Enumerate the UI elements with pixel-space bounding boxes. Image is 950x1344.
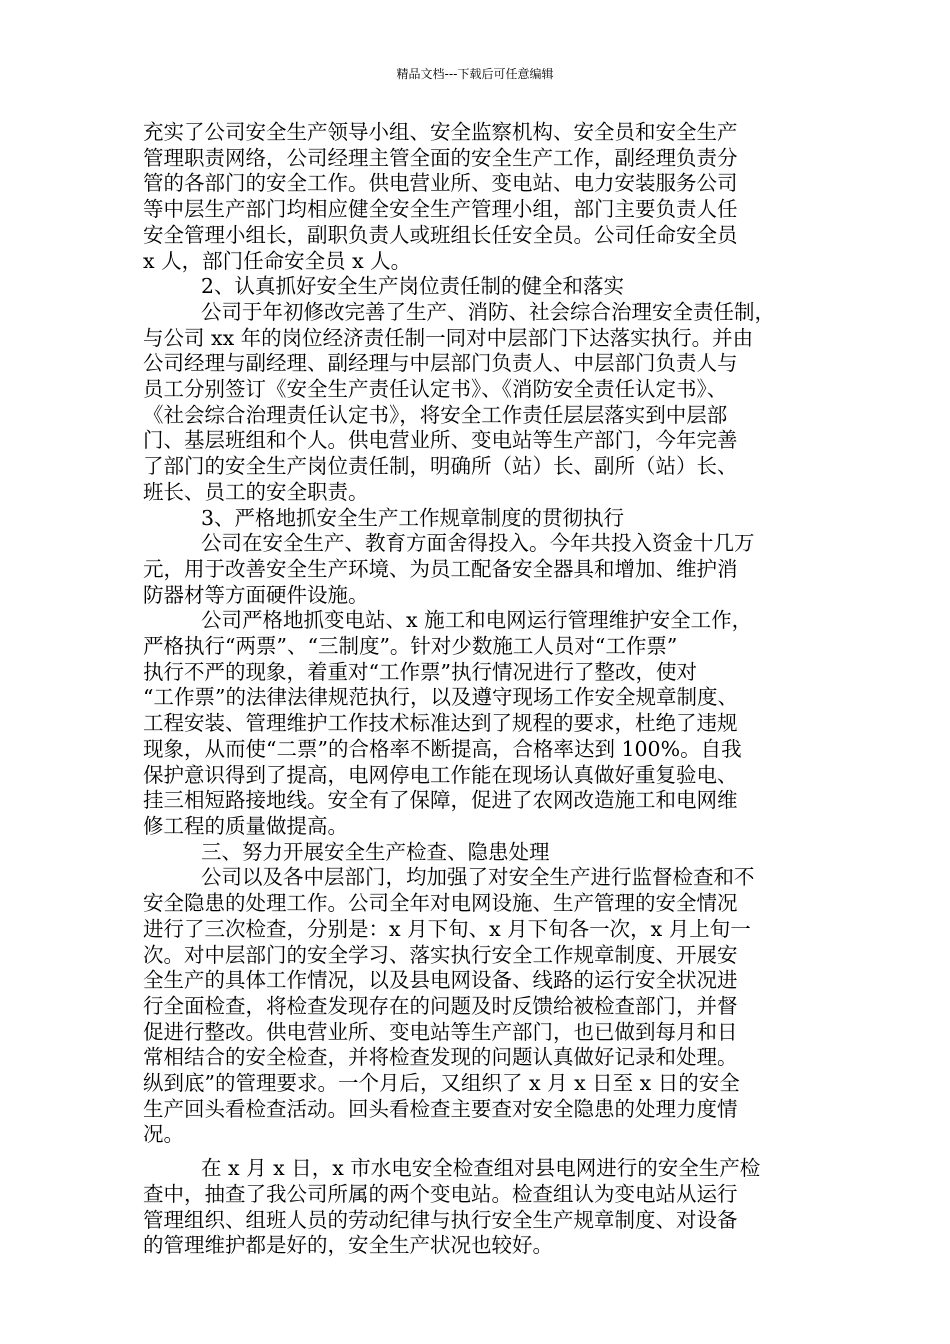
text-line: 工程安装、管理维护工作技术标准达到了规程的要求，杜绝了违规 [143,711,738,736]
text-line: 严格执行“两票”、“三制度”。针对少数施工人员对“工作票” [143,634,678,659]
text-line: 管理职责网络，公司经理主管全面的安全生产工作，副经理负责分 [143,145,738,170]
text-line: 促进行整改。供电营业所、变电站等生产部门，也已做到每月和日 [143,1019,738,1044]
text-line: 与公司 xx 年的岗位经济责任制一同对中层部门下达落实执行。并由 [143,325,754,350]
text-line: 挂三相短路接地线。安全有了保障，促进了农网改造施工和电网维 [143,788,738,813]
paragraph-work-tickets [143,608,811,839]
text-line: 公司经理与副经理、副经理与中层部门负责人、中层部门负责人与 [143,351,738,376]
text-line: 班长、员工的安全职责。 [143,479,369,504]
text-line: 《社会综合治理责任认定书》，将安全工作责任层层落实到中层部 [143,402,728,427]
text-line: 纵到底”的管理要求。一个月后，又组织了 x 月 x 日至 x 日的安全 [143,1071,740,1096]
text-line: 防器材等方面硬件设施。 [143,582,369,607]
heading-line: 三、努力开展安全生产检查、隐患处理 [201,839,550,864]
text-line: 在 x 月 x 日，x 市水电安全检查组对县电网进行的安全生产检 [201,1156,761,1181]
section-heading-3 [143,506,811,532]
text-line: 次。对中层部门的安全学习、落实执行安全工作规章制度、开展安 [143,942,738,967]
paragraph-gap [143,1148,811,1156]
text-line: 公司以及各中层部门，均加强了对安全生产进行监督检查和不 [201,865,755,890]
text-line: 元，用于改善安全生产环境、为员工配备安全器具和增加、维护消 [143,556,738,581]
page-header: 精品文档---下载后可任意编辑 [396,67,554,81]
text-line: 门、基层班组和个人。供电营业所、变电站等生产部门，今年完善 [143,428,738,453]
text-line: 修工程的质量做提高。 [143,813,348,838]
text-line: 安全隐患的处理工作。公司全年对电网设施、生产管理的安全情况 [143,891,738,916]
text-line: 执行不严的现象，着重对“工作票”执行情况进行了整改，使对 [143,659,697,684]
text-line: 等中层生产部门均相应健全安全生产管理小组，部门主要负责人任 [143,197,738,222]
text-line: 现象，从而使“二票”的合格率不断提高，合格率达到 100%。自我 [143,736,742,761]
paragraph-responsibility-system [143,300,811,506]
text-line: “工作票”的法律法律规范执行，以及遵守现场工作安全规章制度、 [143,685,738,710]
section-heading-three [143,840,811,866]
text-line: 生产回头看检查活动。回头看检查主要查对安全隐患的处理力度情 [143,1096,738,1121]
paragraph-city-inspection [143,1156,811,1259]
text-line: 公司严格地抓变电站、x 施工和电网运行管理维护安全工作， [201,608,753,633]
text-line: 查中，抽查了我公司所属的两个变电站。检查组认为变电站从运行 [143,1181,738,1206]
text-line: 管理组织、组班人员的劳动纪律与执行安全生产规章制度、对设备 [143,1207,738,1232]
text-line: 了部门的安全生产岗位责任制，明确所（站）长、副所（站）长、 [143,454,738,479]
text-line: 公司在安全生产、教育方面舍得投入。今年共投入资金十几万 [201,531,755,556]
section-heading-2 [143,274,811,300]
text-line: 员工分别签订《安全生产责任认定书》、《消防安全责任认定书》、 [143,377,728,402]
text-line: 常相结合的安全检查，并将检查发现的问题认真做好记录和处理。 [143,1045,738,1070]
paragraph-safety-organization [143,120,811,274]
paragraph-investment [143,531,811,608]
text-line: 安全管理小组长，副职负责人或班组长任安全员。公司任命安全员 [143,222,738,247]
text-line: 充实了公司安全生产领导小组、安全监察机构、安全员和安全生产 [143,120,738,144]
heading-line: 2、认真抓好安全生产岗位责任制的健全和落实 [201,274,625,299]
text-line: 全生产的具体工作情况，以及县电网设备、线路的运行安全状况进 [143,968,738,993]
text-line: 行全面检查，将检查发现存在的问题及时反馈给被检查部门，并督 [143,993,738,1018]
text-line: 管的各部门的安全工作。供电营业所、变电站、电力安装服务公司 [143,171,738,196]
text-line: 况。 [143,1122,184,1147]
document-body [143,120,811,1259]
paragraph-inspections [143,865,811,1148]
text-line: 保护意识得到了提高，电网停电工作能在现场认真做好重复验电、 [143,762,738,787]
text-line: 进行了三次检查，分别是：x 月下旬、x 月下旬各一次，x 月上旬一 [143,916,751,941]
text-line: 的管理维护都是好的，安全生产状况也较好。 [143,1233,553,1258]
heading-line: 3、严格地抓安全生产工作规章制度的贯彻执行 [201,505,625,530]
text-line: x 人，部门任命安全员 x 人。 [143,248,412,273]
text-line: 公司于年初修改完善了生产、消防、社会综合治理安全责任制， [201,299,775,324]
